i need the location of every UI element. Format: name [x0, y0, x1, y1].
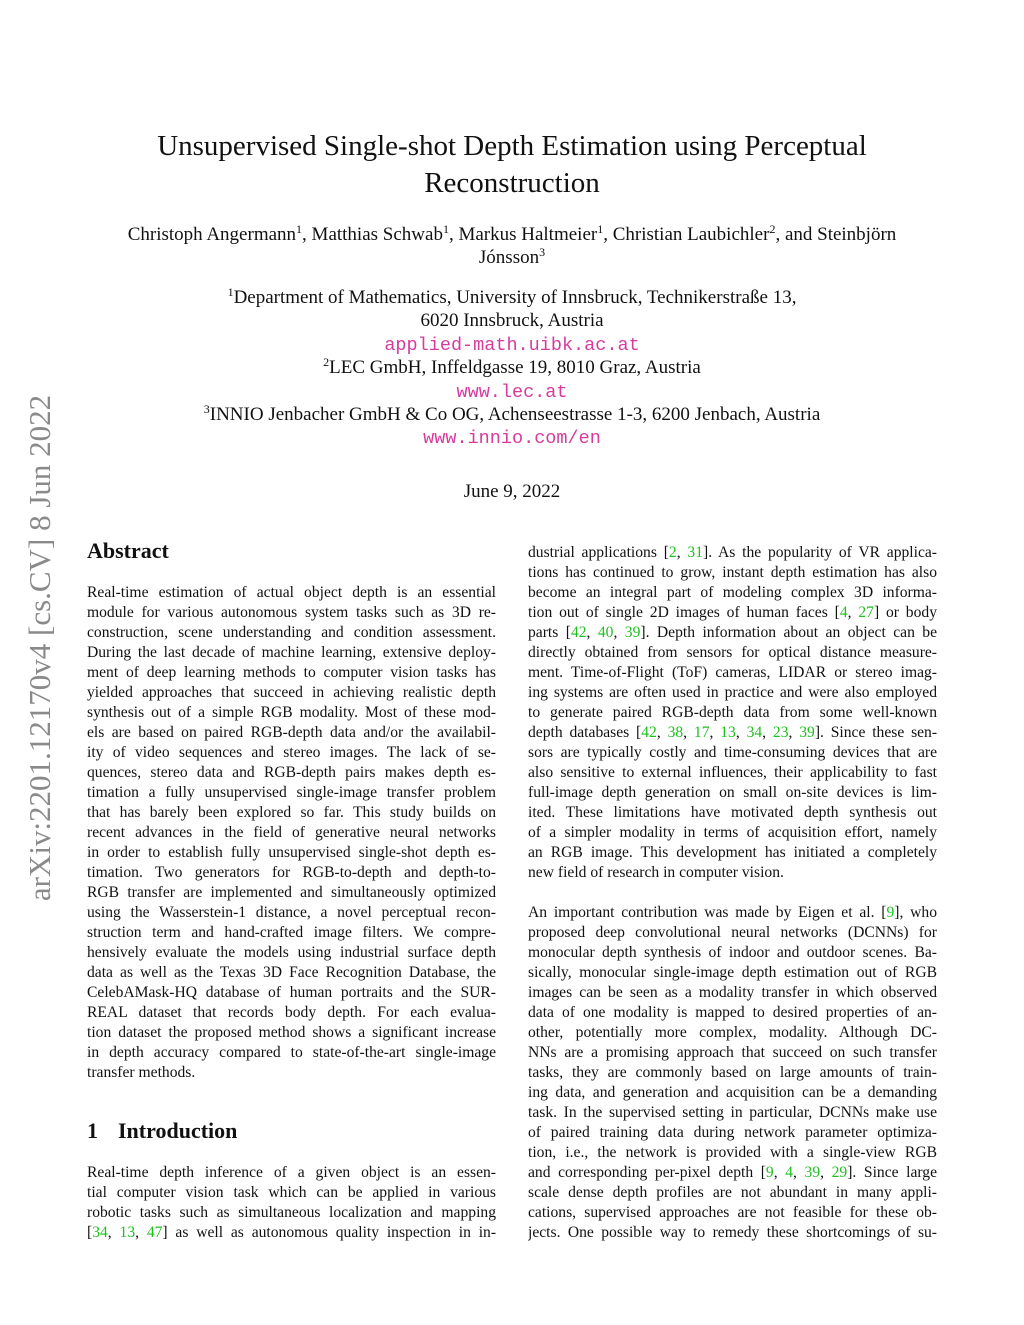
text-line: tion out of single 2D images of human faces [4, 27] or body: [528, 604, 937, 621]
text-line: using the Wasserstein-1 distance, a novel perceptual recon-: [87, 904, 496, 921]
author: Matthias Schwab$^1$,: [311, 222, 459, 245]
text-line: [34, 13, 47] as well as autonomous quality inspection in in-: [87, 1224, 496, 1241]
text-line: images can be seen as a modality transfer in which observed: [528, 984, 937, 1001]
text-line: tions has continued to grow, instant depth estimation has also: [528, 564, 937, 581]
affiliation-1: $^1$Department of Mathematics, University of Innsbruck, Technikerstraße 13,: [227, 285, 797, 308]
paper-title-line-2: Reconstruction: [424, 167, 600, 199]
text-line: yielded approaches that succeed in achieving realistic depth: [87, 684, 496, 701]
introduction-paragraph-1: [528, 543, 937, 883]
text-line: hensively evaluate the models using industrial surface depth: [87, 944, 496, 961]
affiliation-2: $^2$LEC GmbH, Inffeldgasse 19, 8010 Graz, Austria: [323, 355, 701, 378]
text-line: depth databases [42, 38, 17, 13, 34, 23, 39]. Since these sen-: [528, 724, 937, 741]
citation-link[interactable]: 17: [693, 724, 710, 741]
text-line: become an integral part of modeling complex 3D informa-: [528, 584, 937, 601]
citation-link[interactable]: 9: [886, 904, 895, 921]
text-line: ment. Time-of-Flight (ToF) cameras, LIDAR or stereo imag-: [528, 664, 937, 681]
author: Markus Haltmeier$^1$,: [458, 222, 613, 245]
text-line: tion dataset the proposed method shows a significant increase: [87, 1024, 496, 1041]
author: Christoph Angermann$^1$,: [127, 222, 312, 245]
text-line: ing data, and generation and acquisition can be a demanding: [528, 1084, 937, 1101]
text-line: sically, monocular single-image depth estimation out of RGB: [528, 964, 937, 981]
citation-link[interactable]: 2: [668, 544, 677, 561]
text-line: data as well as the Texas 3D Face Recognition Database, the: [87, 964, 496, 981]
text-line: monocular depth synthesis of indoor and outdoor scenes. Ba-: [528, 944, 937, 961]
text-line: synthesis out of a simple RGB modality. Most of these mod-: [87, 704, 496, 721]
text-line: construction, scene understanding and condition assessment.: [87, 624, 496, 641]
text-line: ited. These limitations have motivated depth synthesis out: [528, 804, 937, 821]
text-line: to generate paired RGB-depth data from some well-known: [528, 704, 937, 721]
text-line: and corresponding per-pixel depth [9, 4, 39, 29]. Since large: [528, 1164, 937, 1181]
text-line: RGB transfer are implemented and simultaneously optimized: [87, 884, 496, 901]
text-line: timation. Two generators for RGB-to-depth and depth-to-: [87, 864, 496, 881]
citation-link[interactable]: 27: [858, 604, 874, 621]
citation-link[interactable]: 42: [570, 624, 587, 641]
section-heading-introduction: 1 Introduction: [87, 1118, 238, 1143]
citation-link[interactable]: 13: [720, 724, 736, 741]
text-line: sors are typically costly and time-consuming devices that are: [528, 744, 937, 761]
affiliation-3-link[interactable]: www.innio.com/en: [423, 428, 601, 449]
text-line: REAL dataset that records body depth. For each evalua-: [87, 1004, 496, 1021]
introduction-paragraph-2: [528, 903, 937, 1243]
affiliation-1-link[interactable]: applied-math.uibk.ac.at: [384, 335, 640, 356]
citation-link[interactable]: 4: [839, 604, 848, 621]
citation-link[interactable]: 31: [687, 544, 703, 561]
text-line: During the last decade of machine learning, extensive deploy-: [87, 644, 496, 661]
text-line: dustrial applications [2, 31]. As the popularity of VR applica-: [528, 544, 937, 561]
arxiv-side-stamp: arXiv:2201.12170v4 [cs.CV] 8 Jun 2022: [22, 394, 57, 902]
text-line: in depth accuracy compared to state-of-the-art single-image: [87, 1044, 496, 1061]
text-line: jects. One possible way to remedy these shortcomings of su-: [528, 1224, 937, 1241]
citation-link[interactable]: 34: [746, 724, 763, 741]
text-line: parts [42, 40, 39]. Depth information about an object can be: [528, 624, 937, 641]
text-line: struction term and hand-crafted image filters. We compre-: [87, 924, 496, 941]
text-line: An important contribution was made by Eigen et al. [9], who: [528, 904, 937, 921]
author-list: [0, 224, 1024, 246]
text-line: cations, supervised approaches are not feasible for these ob-: [528, 1204, 937, 1221]
author: Christian Laubichler$^2$, and Steinbjörn: [612, 222, 897, 245]
text-line: data of one modality is mapped to desired properties of an-: [528, 1004, 937, 1021]
text-line: tial computer vision task which can be applied in various: [87, 1184, 496, 1201]
affiliation-2-link[interactable]: www.lec.at: [456, 382, 568, 403]
text-line: ment of deep learning methods to computer vision tasks has: [87, 664, 496, 681]
author: Jónsson$^3$: [478, 245, 546, 268]
citation-link[interactable]: 23: [772, 724, 789, 741]
text-line: also sensitive to external influences, their applicability to fast: [528, 764, 937, 781]
text-line: task. In the supervised setting in particular, DCNNs make use: [528, 1104, 937, 1121]
introduction-left-column: [87, 1163, 496, 1243]
citation-link[interactable]: 42: [641, 724, 657, 741]
text-line: ing systems are often used in practice and were also employed: [528, 684, 937, 701]
text-line: full-image depth generation on small on-site devices is lim-: [528, 784, 937, 801]
text-line: CelebAMask-HQ database of human portraits and the SUR-: [87, 984, 496, 1001]
text-line: NNs are a promising approach that succeed on such transfer: [528, 1044, 937, 1061]
text-line: ity of video sequences and stereo images. The lack of se-: [87, 744, 496, 761]
text-line: of paired training data during network parameter optimiza-: [528, 1124, 937, 1141]
text-line: Real-time depth inference of a given object is an essen-: [87, 1164, 496, 1181]
text-line: an RGB image. This development has initiated a completely: [528, 844, 937, 861]
text-line: module for various autonomous system tasks such as 3D re-: [87, 604, 496, 621]
abstract-body: [87, 583, 496, 1083]
text-line: scale dense depth profiles are not abundant in many appli-: [528, 1184, 937, 1201]
text-line: transfer methods.: [87, 1064, 196, 1081]
affiliation-1-city: 6020 Innsbruck, Austria: [420, 310, 604, 331]
text-line: tion, i.e., the network is provided with a single-view RGB: [528, 1144, 937, 1161]
citation-link[interactable]: 34: [92, 1224, 108, 1241]
citation-link[interactable]: 39: [624, 624, 641, 641]
text-line: timation a fully unsupervised single-image transfer problem: [87, 784, 496, 801]
citation-link[interactable]: 9: [765, 1164, 774, 1181]
text-line: quences, stereo data and RGB-depth pairs makes depth es-: [87, 764, 496, 781]
citation-link[interactable]: 39: [804, 1164, 821, 1181]
text-line: Real-time estimation of actual object depth is an essential: [87, 584, 496, 601]
citation-link[interactable]: 13: [119, 1224, 136, 1241]
text-line: recent advances in the field of generative neural networks: [87, 824, 496, 841]
text-line: proposed deep convolutional neural networks (DCNNs) for: [528, 924, 937, 941]
text-line: in order to establish fully unsupervised single-shot depth es-: [87, 844, 496, 861]
text-line: other, potentially more complex, modality. Although DC-: [528, 1024, 937, 1041]
citation-link[interactable]: 39: [799, 724, 815, 741]
text-line: new field of research in computer vision.: [528, 864, 784, 881]
text-line: robotic tasks such as simultaneous localization and mapping: [87, 1204, 496, 1221]
text-line: directly obtained from sensors for optical distance measure-: [528, 644, 937, 661]
citation-link[interactable]: 4: [785, 1164, 794, 1181]
text-line: tasks, they are commonly based on large amounts of train-: [528, 1064, 937, 1081]
citation-link[interactable]: 47: [146, 1224, 163, 1241]
affiliation-3: $^3$INNIO Jenbacher GmbH & Co OG, Achenseestrasse 1-3, 6200 Jenbach, Austria: [203, 402, 821, 425]
citation-link[interactable]: 29: [831, 1164, 848, 1181]
text-line: that has barely been explored so far. This study builds on: [87, 804, 496, 821]
text-line: of a simpler modality in terms of acquisition effort, namely: [528, 824, 937, 841]
citation-link[interactable]: 38: [667, 724, 684, 741]
text-line: els are based on paired RGB-depth data and/or the availabil-: [87, 724, 496, 741]
abstract-heading: Abstract: [87, 538, 169, 563]
paper-title-line-1: Unsupervised Single-shot Depth Estimation using Perceptual: [157, 130, 867, 162]
citation-link[interactable]: 40: [597, 624, 614, 641]
date: June 9, 2022: [463, 481, 561, 502]
